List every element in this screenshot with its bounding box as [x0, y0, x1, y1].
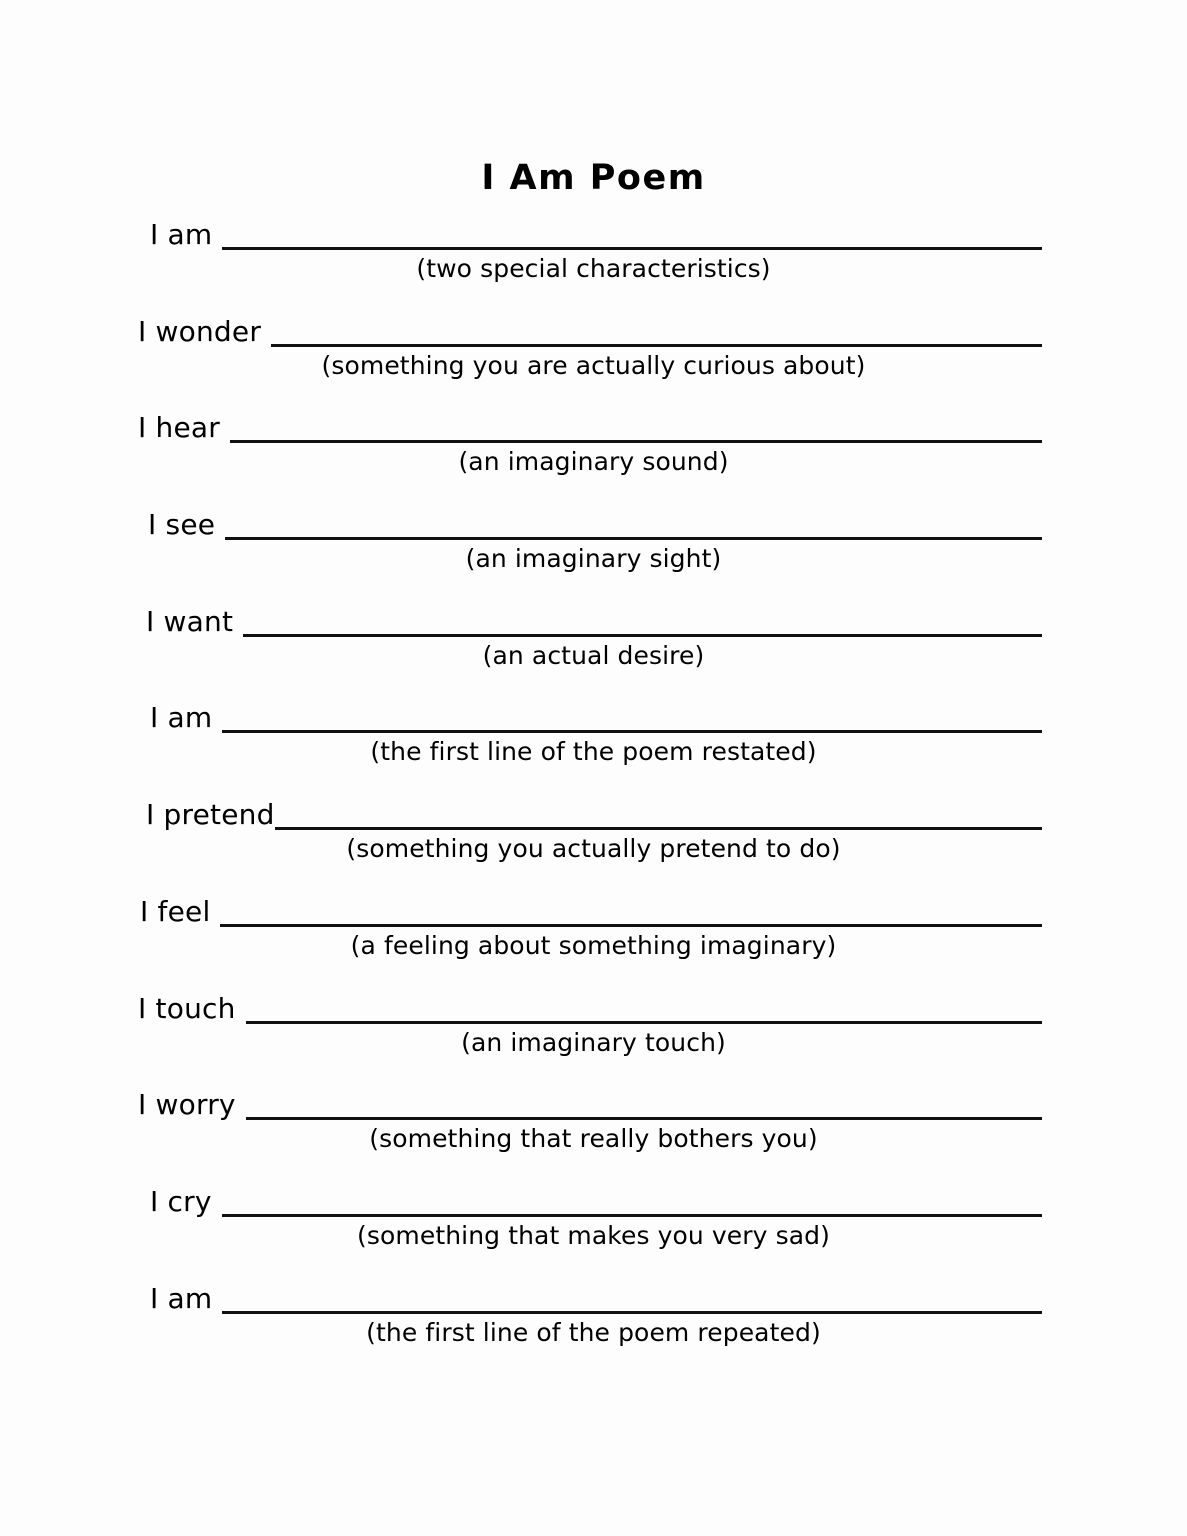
poem-line-label: I am	[150, 1281, 213, 1315]
poem-line-prompt	[0, 503, 1187, 541]
poem-line-answer-blank[interactable]	[220, 924, 1042, 927]
poem-line-row	[0, 1277, 1187, 1374]
poem-line-prompt	[0, 310, 1187, 348]
poem-line-prompt	[0, 696, 1187, 734]
poem-line-list	[0, 213, 1187, 1373]
poem-line-answer-blank[interactable]	[275, 827, 1042, 830]
poem-line-label: I see	[148, 508, 216, 542]
poem-line-label: I want	[146, 604, 234, 638]
poem-line-hint: (an actual desire)	[482, 640, 705, 670]
poem-line-answer-blank[interactable]	[222, 247, 1042, 250]
poem-line-prompt	[0, 1277, 1187, 1315]
poem-line-row	[0, 600, 1187, 697]
poem-line-prompt	[0, 987, 1187, 1025]
poem-line-hint: (the first line of the poem restated)	[370, 737, 817, 767]
poem-line-answer-blank[interactable]	[246, 1021, 1042, 1024]
poem-line-prompt	[0, 213, 1187, 251]
poem-line-answer-blank[interactable]	[271, 344, 1042, 347]
poem-line-answer-blank[interactable]	[230, 440, 1042, 443]
poem-line-row	[0, 406, 1187, 503]
page-title: I Am Poem	[481, 158, 706, 199]
poem-line-row	[0, 1083, 1187, 1180]
poem-line-label: I hear	[138, 411, 221, 445]
poem-line-answer-blank[interactable]	[222, 1311, 1042, 1314]
poem-line-row	[0, 310, 1187, 407]
poem-line-answer-blank[interactable]	[246, 1117, 1042, 1120]
poem-line-hint: (something that really bothers you)	[369, 1124, 818, 1154]
poem-line-hint: (a feeling about something imaginary)	[350, 930, 837, 960]
poem-line-label: I cry	[150, 1184, 212, 1218]
poem-line-hint: (an imaginary touch)	[461, 1027, 726, 1057]
poem-line-row	[0, 890, 1187, 987]
poem-line-hint: (something that makes you very sad)	[357, 1220, 830, 1250]
poem-line-row	[0, 503, 1187, 600]
poem-line-hint: (two special characteristics)	[416, 254, 771, 283]
poem-line-row	[0, 987, 1187, 1084]
poem-line-hint: (something you are actually curious about)	[321, 350, 866, 380]
poem-line-label: I pretend	[146, 798, 275, 832]
poem-line-label: I worry	[138, 1088, 236, 1122]
poem-line-prompt	[0, 406, 1187, 444]
poem-line-hint: (an imaginary sound)	[458, 447, 729, 477]
poem-line-label: I touch	[138, 991, 236, 1025]
poem-line-answer-blank[interactable]	[222, 1214, 1042, 1217]
poem-line-hint: (an imaginary sight)	[465, 544, 722, 574]
poem-line-prompt	[0, 1083, 1187, 1121]
poem-line-answer-blank[interactable]	[222, 730, 1042, 733]
poem-line-prompt	[0, 793, 1187, 831]
poem-line-answer-blank[interactable]	[243, 634, 1042, 637]
poem-line-prompt	[0, 600, 1187, 638]
poem-line-label: I feel	[140, 894, 211, 928]
poem-line-hint: (something you actually pretend to do)	[346, 834, 841, 864]
poem-line-prompt	[0, 890, 1187, 928]
poem-line-label: I am	[150, 218, 213, 251]
poem-line-answer-blank[interactable]	[225, 537, 1042, 540]
poem-line-row	[0, 213, 1187, 310]
poem-line-row	[0, 1180, 1187, 1277]
poem-line-row	[0, 696, 1187, 793]
poem-line-label: I wonder	[138, 314, 262, 348]
poem-line-label: I am	[150, 701, 213, 735]
poem-line-row	[0, 793, 1187, 890]
poem-line-hint: (the first line of the poem repeated)	[366, 1317, 821, 1347]
poem-line-prompt	[0, 1180, 1187, 1218]
